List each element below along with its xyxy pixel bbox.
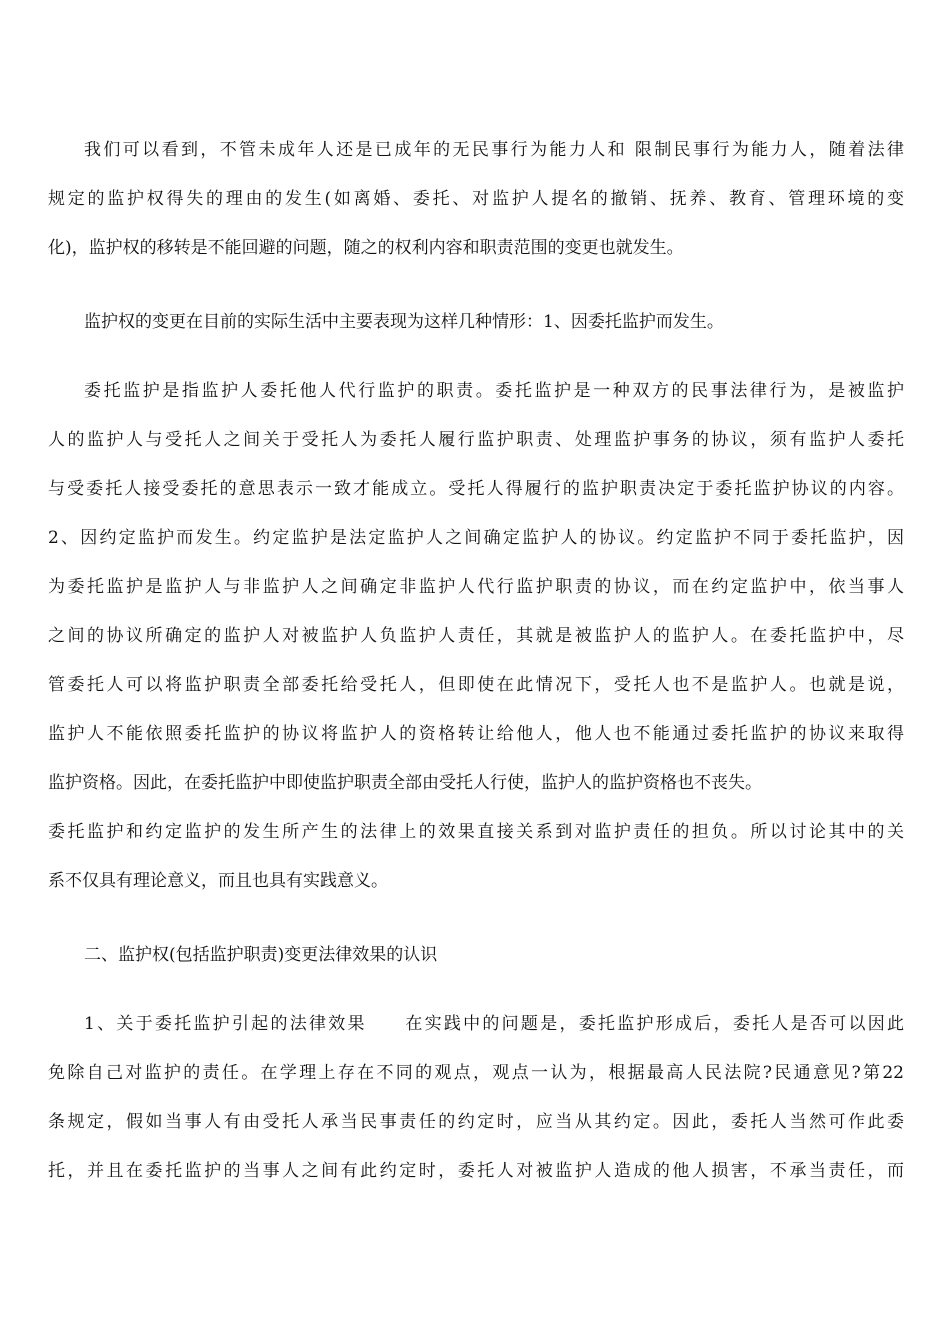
paragraph-3-line-2: 人的监护人与受托人之间关于受托人为委托人履行监护职责、处理监护事务的协议，须有监护人委托: [48, 430, 904, 450]
paragraph-2-line-1: 监护权的变更在目前的实际生活中主要表现为这样几种情形：1、因委托监护而发生。: [84, 312, 724, 332]
paragraph-3-line-3: 与受委托人接受委托的意思表示一致才能成立。受托人得履行的监护职责决定于委托监护协议的内容。: [48, 479, 904, 499]
paragraph-3-line-5: 为委托监护是监护人与非监护人之间确定非监护人代行监护职责的协议，而在约定监护中，依当事人: [48, 577, 904, 597]
paragraph-4-line-1: 委托监护和约定监护的发生所产生的法律上的效果直接关系到对监护责任的担负。所以讨论其中的关: [48, 822, 904, 842]
section-heading: 二、监护权(包括监护职责)变更法律效果的认识: [84, 945, 438, 965]
paragraph-4-line-2: 系不仅具有理论意义，而且也具有实践意义。: [48, 871, 388, 891]
paragraph-3-line-6: 之间的协议所确定的监护人对被监护人负监护人责任，其就是被监护人的监护人。在委托监护中，尽: [48, 626, 904, 646]
paragraph-5-line-1: 1、关于委托监护引起的法律效果 在实践中的问题是，委托监护形成后，委托人是否可以因此: [84, 1014, 904, 1034]
paragraph-1-line-3: 化)，监护权的移转是不能回避的问题，随之的权利内容和职责范围的变更也就发生。: [48, 238, 684, 258]
paragraph-3-line-9: 监护资格。因此，在委托监护中即使监护职责全部由受托人行使，监护人的监护资格也不丧失。: [48, 773, 762, 793]
paragraph-3-line-8: 监护人不能依照委托监护的协议将监护人的资格转让给他人，他人也不能通过委托监护的协议来取得: [48, 724, 904, 744]
paragraph-1-line-1: 我们可以看到，不管未成年人还是已成年的无民事行为能力人和 限制民事行为能力人，随着法律: [84, 140, 904, 160]
paragraph-5-line-4: 托，并且在委托监护的当事人之间有此约定时，委托人对被监护人造成的他人损害，不承当责任，而: [48, 1161, 904, 1181]
paragraph-5-line-3: 条规定，假如当事人有由受托人承当民事责任的约定时，应当从其约定。因此，委托人当然可作此委: [48, 1112, 904, 1132]
paragraph-3-line-7: 管委托人可以将监护职责全部委托给受托人，但即使在此情况下，受托人也不是监护人。也就是说，: [48, 675, 904, 695]
paragraph-3-line-4: 2、因约定监护而发生。约定监护是法定监护人之间确定监护人的协议。约定监护不同于委托监护，因: [48, 528, 904, 548]
paragraph-3-line-1: 委托监护是指监护人委托他人代行监护的职责。委托监护是一种双方的民事法律行为，是被监护: [84, 381, 904, 401]
paragraph-1-line-2: 规定的监护权得失的理由的发生(如离婚、委托、对监护人提名的撤销、抚养、教育、管理环境的变: [48, 189, 904, 209]
paragraph-5-line-2: 免除自己对监护的责任。在学理上存在不同的观点，观点一认为，根据最高人民法院?民通意见?第22: [48, 1063, 904, 1083]
